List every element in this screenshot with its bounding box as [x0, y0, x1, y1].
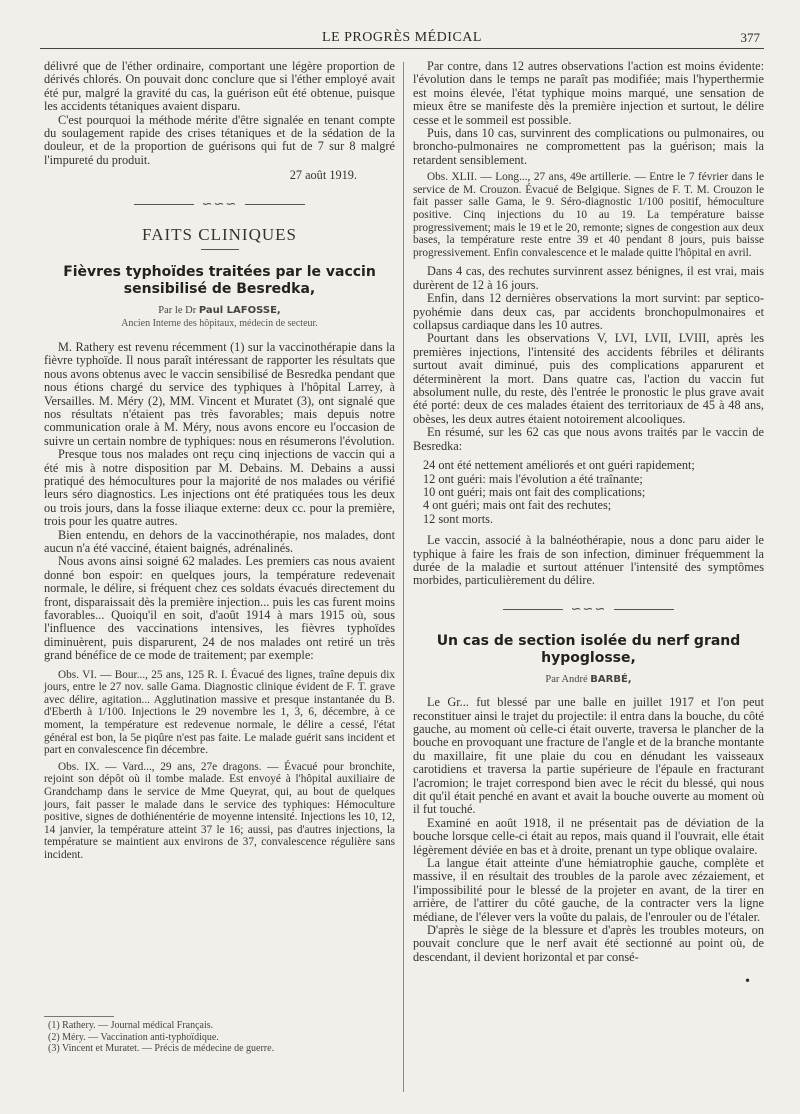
section-title: FAITS CLINIQUES	[44, 228, 395, 250]
author-name: Paul LAFOSSE,	[198, 305, 281, 317]
list-item: 12 ont guéri: mais l'évolution a été traînante;	[423, 471, 643, 486]
footnote: (3) Vincent et Muratet. — Précis de médecine de guerre.	[48, 1043, 275, 1055]
left-column	[44, 60, 395, 862]
byline	[413, 673, 764, 686]
column-divider	[403, 62, 404, 1092]
paragraph: Le Gr... fut blessé par une balle en juillet 1917 et l'on peut reconstituer ainsi le trajet du projectile: il entra dans la bouche, du côté gauche, au moment où celle-ci était ouverte, traversa le plancher de la bouche en provoquant une fracture de l'angle et de la branche montante du maxillaire, fit une plaie du cou en dénudant les vaisseaux carotidiens et traversa la partie supérieure de l'épaule en fracturant l'acromion; le trajet correspond bien avec le récit du blessé, qui nous dit qu'il était penché en avant et avait la bouche ouverte au moment où il fut touché.	[413, 695, 764, 817]
footnote: (2) Méry. — Vaccination anti-typhoïdique.	[48, 1031, 219, 1043]
list-item: 4 ont guéri; mais ont fait des rechutes;	[423, 498, 612, 513]
paragraph: Examiné en août 1918, il ne présentait pas de déviation de la bouche lorsque celle-ci était au repos, mais quand il l'ouvrait, elle était légèrement déviée en bas et à droite, prenant un type oblique ovalaire.	[413, 815, 764, 857]
observation: Obs. XLII. — Long..., 27 ans, 49e artillerie. — Entre le 7 février dans le service de M. Crouzon. Évacué de Belgique. Signes de F. T. M. Crouzon le fait passer salle Gama, le 9. Séro-diagnostic 1/100 positif, hémoculture positive. Cinq injections du 10 au 19. La température baisse progressivement; mais le 19 et le 20, remonte; signes de congestion aux deux bases, la température reste entre 39 et 40 pendant 8 jours, puis baisse progressivement. Enfin convalescence et le malade quitte l'hôpital en avril.	[413, 171, 764, 259]
bullet-marker: •	[744, 974, 752, 988]
list-item: 10 ont guéri; mais ont fait des complications;	[423, 484, 646, 499]
paragraph: Bien entendu, en dehors de la vaccinothérapie, nos malades, dont aucun n'a été vacciné, étaient baignés, adrénalinés.	[44, 527, 395, 555]
section-ornament: ∽∽∽	[44, 197, 395, 210]
author-affiliation: Ancien Interne des hôpitaux, médecin de secteur.	[121, 318, 318, 330]
paragraph: Dans 4 cas, des rechutes survinrent assez bénignes, il est vrai, mais durèrent de 12 à 16 jours.	[413, 264, 764, 292]
journal-title: LE PROGRÈS MÉDICAL	[322, 30, 482, 45]
paragraph: Nous avons ainsi soigné 62 malades. Les premiers cas nous avaient donné bon espoir: en quelques jours, la température redevenait normale, le délire, si fréquent chez ces soldats évacués directement du front, disparaissait dès la première injection... puis les cas furent moins favorables... Quoiqu'il en soit, d'août 1914 à mars 1915 où, sous l'influence des vaccinations intensives, les fièvres typhoïdes diminuèrent, puis disparurent, 24 de nos malades ont retiré un très grand bénéfice de ce mode de traitement; par exemple:	[44, 554, 395, 663]
byline-prefix: Par André	[545, 674, 588, 686]
paragraph: Presque tous nos malades ont reçu cinq injections de vaccin qui a été mis à notre disposition par M. Debains. M. Debains a aussi pratiqué des hémocultures pour la majorité de nos malades ou vérifié leurs séro diagnostics. Les injections ont été pratiquées tous les deux ou trois jours, dans la fosse iliaque externe: deux cc. pour la première, trois pour les quatre autres.	[44, 447, 395, 529]
footnotes	[44, 1016, 395, 1055]
results-list	[413, 459, 764, 526]
right-column	[413, 60, 764, 964]
observation: Obs. IX. — Vard..., 29 ans, 27e dragons. — Évacué pour bronchite, rejoint son dépôt où il tombe malade. Est envoyé à l'hôpital auxiliaire de Grandchamp dans le service de Mme Queyrat, qui, au bout de quelques jours, fait passer le malade dans le service des typhiques: Hémoculture positive, signes de dothiénentérie de moyenne intensité. Injections les 10, 12, 14 janvier, la température atteint 37 le 16; aussi, pas d'autres injections, la température se maintient aux environs de 37, convalescence régulière sans incident.	[44, 760, 395, 861]
article-title: Un cas de section isolée du nerf grand hypoglosse,	[436, 633, 741, 667]
paragraph: D'après le siège de la blessure et d'après les troubles moteurs, on pouvait conclure que le nerf avait été sectionné au point où, de descendant, il devient horizontal et par consé-	[413, 923, 764, 964]
list-item: 12 sont morts.	[423, 511, 494, 526]
author-name: BARBÉ,	[590, 674, 632, 686]
paragraph: M. Rathery est revenu récemment (1) sur la vaccinothérapie dans la fièvre typhoïde. Il nous paraît intéressant de rapporter les résultats que nous avons obtenus avec le vaccin sensibilisé de Besredka pendant que nous étions chargé du service des typhiques à l'hôpital Larrey, à Versailles. M. Méry (2), MM. Vincent et Muratet (3), ont signalé que nos résultats n'étaient pas très favorables; mais depuis notre communication orale à M. Méry, nous avons encore eu l'occasion de suivre un certain nombre de typhiques: nous en résumerons l'évolution.	[44, 339, 395, 448]
paragraph: Puis, dans 10 cas, survinrent des complications ou pulmonaires, ou broncho-pulmonaires ne compromettent pas la guérison; mais la retardent sensiblement.	[413, 126, 764, 167]
article-title: Fièvres typhoïdes traitées par le vaccin sensibilisé de Besredka,	[63, 264, 376, 298]
footnote: (1) Rathery. — Journal médical Français.	[48, 1020, 214, 1031]
section-ornament: ∽∽∽	[413, 602, 764, 615]
paragraph: Le vaccin, associé à la balnéothérapie, nous a donc paru aider le typhique à faire les frais de son infection, diminuer fréquemment la durée de la maladie et surtout atténuer l'intensité des symptômes morbides, particulièrement du délire.	[413, 533, 764, 588]
date-signoff: 27 août 1919.	[289, 168, 357, 183]
observation: Obs. VI. — Bour..., 25 ans, 125 R. I. Évacué des lignes, traîne depuis dix jours, entre le 27 nov. salle Gama. Diagnostic clinique évident de F. T. grave avec délire, agitation... Agglutination massive et presque instantanée du B. d'Eberth à 1/100. Injections le 29 novembre les 1, 3, 6, décembre, à ce moment, la température est redevenue normale, le délire a cessé, l'état général est bon, la 5e piqûre n'est pas faite. Le malade guérit sans incident et part en convalescence fin décembre.	[44, 668, 395, 757]
paragraph: Enfin, dans 12 dernières observations la mort survint: par septico-pyohémie dans deux cas, par accidents bronchopulmonaires et collapsus cardiaque dans les 10 autres.	[413, 291, 764, 333]
paragraph: délivré que de l'éther ordinaire, comportant une légère proportion de dérivés chlorés. On pouvait donc conclure que si l'éther employé avait été pur, malgré la gravité du cas, la guérison eût été obtenue, puisque les accidents tétaniques avaient disparu.	[44, 59, 395, 114]
byline	[44, 304, 395, 317]
paragraph: Pourtant dans les observations V, LVI, LVII, LVIII, après les premières injections, l'intensité des accidents fébriles et délirants surtout avait diminué, puis des complications apparurent et déterminèrent la mort. Dans quatre cas, l'action du vaccin fut absolument nulle, du reste, dès l'entrée le pronostic le plus grave avait été porté: deux de ces malades étaient des territoriaux de 45 à 48 ans, obèses, les deux autres étaient notoirement alcooliques.	[413, 331, 764, 426]
paragraph: Par contre, dans 12 autres observations l'action est moins évidente: l'évolution dans le temps ne paraît pas modifiée; mais l'hyperthermie est moins élevée, l'état typhique moins marqué, une sensation de mieux être se manifeste dès la première injection et surtout, le délire cesse et le sommeil est possible.	[413, 59, 764, 127]
running-head	[40, 30, 764, 49]
list-item: 24 ont été nettement améliorés et ont guéri rapidement;	[423, 458, 695, 473]
byline-prefix: Par le Dr	[158, 305, 197, 317]
page-number: 377	[740, 30, 760, 45]
paragraph: C'est pourquoi la méthode mérite d'être signalée en tenant compte du soulagement rapide des crises tétaniques et de la sédation de la douleur, et de la proportion de guérisons qui fut de 7 sur 8 malgré l'impureté du produit.	[44, 112, 395, 167]
paragraph: En résumé, sur les 62 cas que nous avons traités par le vaccin de Besredka:	[413, 425, 764, 453]
paragraph: La langue était atteinte d'une hémiatrophie gauche, complète et massive, il en résultait des troubles de la parole avec zézaiement, et l'impossibilité pour le blessé de la projeter en avant, de la tirer en arrière, de l'attirer du côté gauche, de la contracter vers la ligne médiane, de l'élever vers la voûte du palais, de l'enrouler ou de l'étaler.	[413, 856, 764, 924]
